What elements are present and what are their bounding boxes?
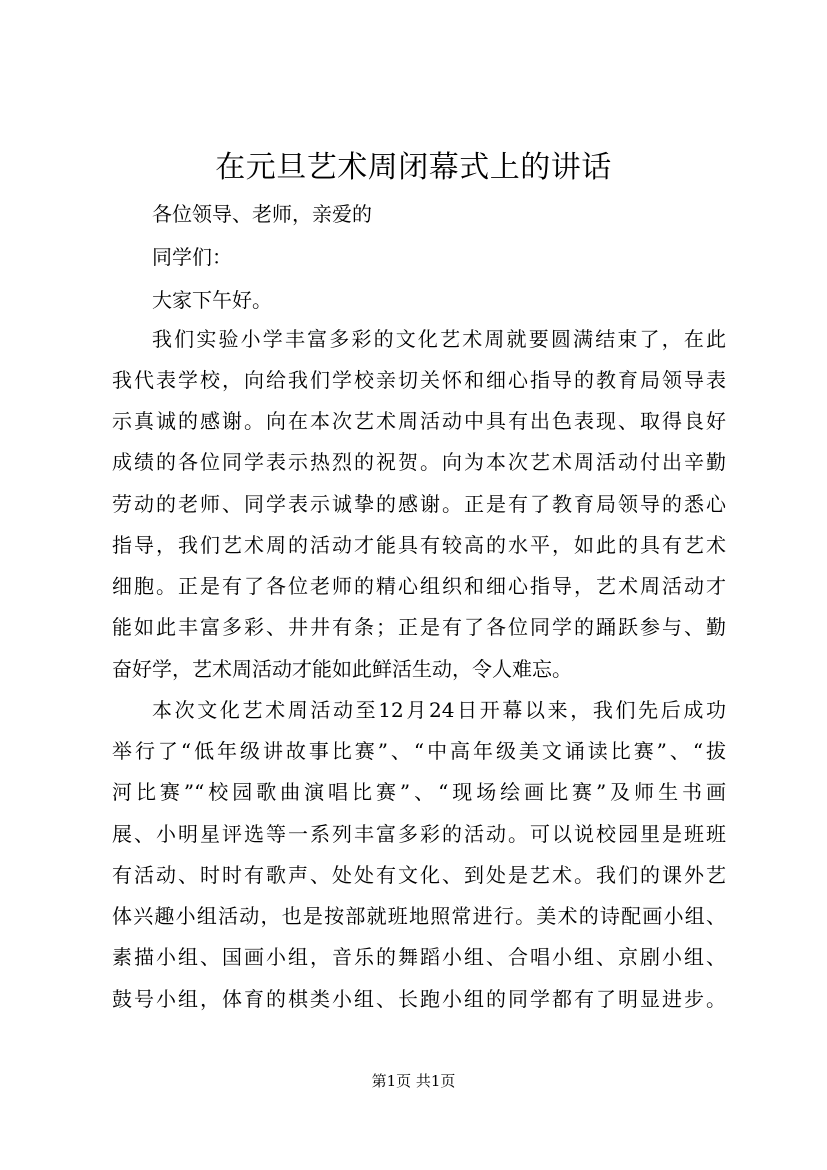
paragraph-1-line-4: 成绩的各位同学表示热烈的祝贺。向为本次艺术周活动付出辛勤 xyxy=(112,450,726,474)
paragraph-2-line-3: 河比赛”“校园歌曲演唱比赛”、“现场绘画比赛”及师生书画 xyxy=(112,780,726,804)
paragraph-1-line-5: 劳动的老师、同学表示诚挚的感谢。正是有了教育局领导的悉心 xyxy=(112,492,726,516)
paragraph-1-line-1: 我们实验小学丰富多彩的文化艺术周就要圆满结束了，在此 xyxy=(152,327,726,351)
paragraph-2-line-5: 有活动、时时有歌声、处处有文化、到处是艺术。我们的课外艺 xyxy=(112,863,726,887)
paragraph-1-line-6: 指导，我们艺术周的活动才能具有较高的水平，如此的具有艺术 xyxy=(112,533,726,557)
paragraph-1-line-2: 我代表学校，向给我们学校亲切关怀和细心指导的教育局领导表 xyxy=(112,368,726,392)
paragraph-1-line-8: 能如此丰富多彩、井井有条；正是有了各位同学的踊跃参与、勤 xyxy=(112,615,726,639)
paragraph-2-line-7: 素描小组、国画小组，音乐的舞蹈小组、合唱小组、京剧小组、 xyxy=(112,945,726,969)
page-number-footer: 第1页 共1页 xyxy=(371,1072,456,1090)
paragraph-1-line-9: 奋好学，艺术周活动才能如此鲜活生动，令人难忘。 xyxy=(112,657,572,681)
paragraph-2-line-4: 展、小明星评选等一系列丰富多彩的活动。可以说校园里是班班 xyxy=(112,822,726,846)
paragraph-1-line-7: 细胞。正是有了各位老师的精心组织和细心指导，艺术周活动才 xyxy=(112,574,726,598)
paragraph-2-line-1: 本次文化艺术周活动至12月24日开幕以来，我们先后成功 xyxy=(152,698,726,722)
document-title: 在元旦艺术周闭幕式上的讲话 xyxy=(215,150,612,185)
paragraph-2-line-6: 体兴趣小组活动，也是按部就班地照常进行。美术的诗配画小组、 xyxy=(112,904,726,928)
paragraph-1-line-3: 示真诚的感谢。向在本次艺术周活动中具有出色表现、取得良好 xyxy=(112,409,726,433)
greeting-line: 大家下午好。 xyxy=(152,288,272,312)
paragraph-2-line-2: 举行了“低年级讲故事比赛”、“中高年级美文诵读比赛”、“拔 xyxy=(112,739,726,763)
paragraph-2-line-8: 鼓号小组，体育的棋类小组、长跑小组的同学都有了明显进步。 xyxy=(112,987,726,1011)
salutation-line-2: 同学们： xyxy=(152,245,232,269)
salutation-line-1: 各位领导、老师，亲爱的 xyxy=(152,202,372,226)
